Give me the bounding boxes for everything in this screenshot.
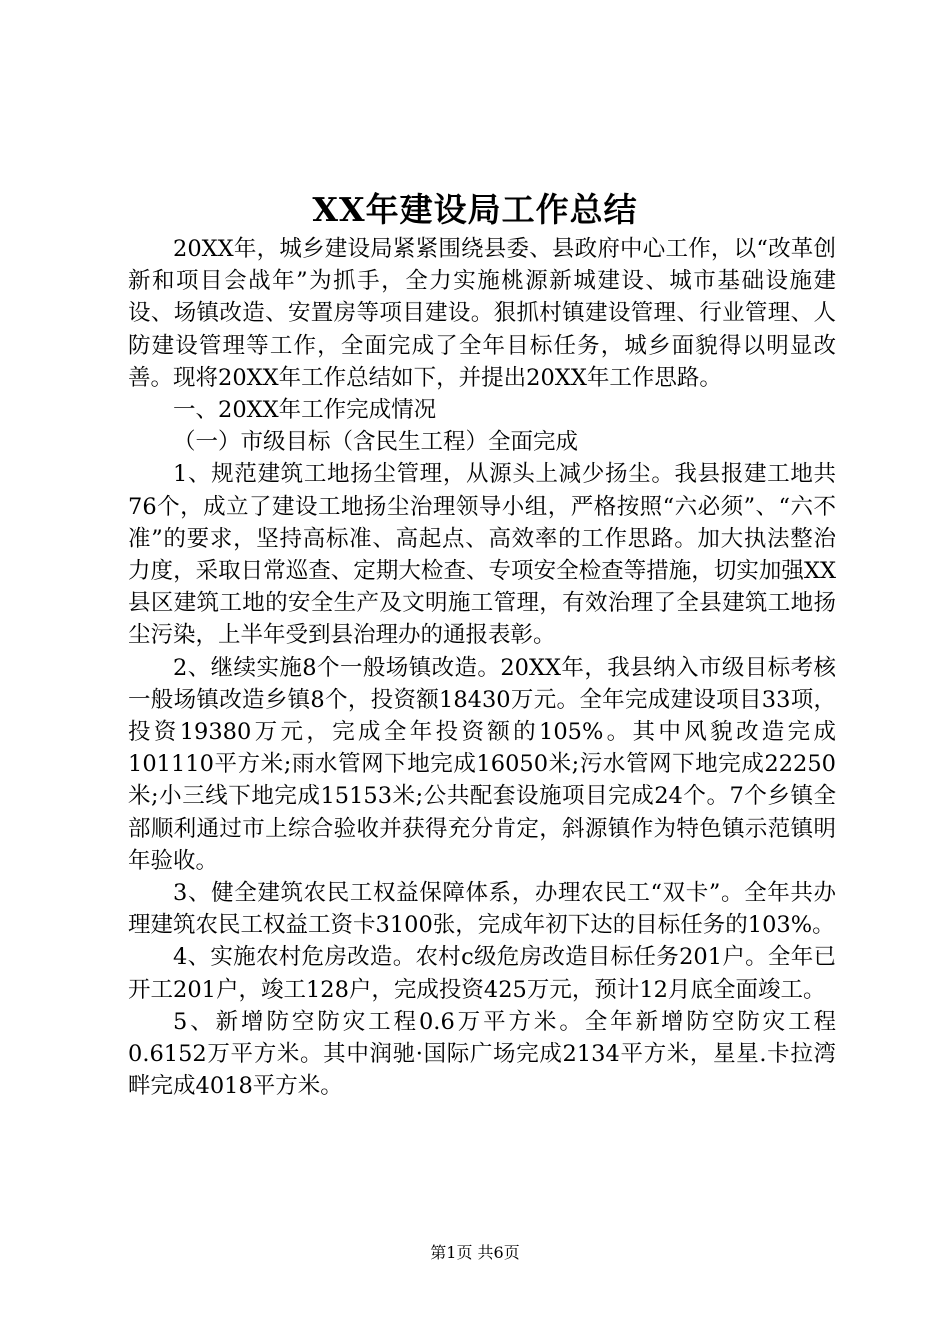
- intro-paragraph: 20XX年，城乡建设局紧紧围绕县委、县政府中心工作，以“改革创新和项目会战年”为抓手，全力实施桃源新城建设、城市基础设施建设、场镇改造、安置房等项目建设。狠抓村镇建设管理、行业管理、人防建设管理等工作，全面完成了全年目标任务，城乡面貌得以明显改善。现将20XX年工作总结如下，并提出20XX年工作思路。: [128, 236, 836, 391]
- page-footer: 第1页 共6页: [430, 1243, 520, 1262]
- item-paragraph-3: 3、健全建筑农民工权益保障体系，办理农民工“双卡”。全年共办理建筑农民工权益工资卡3100张，完成年初下达的目标任务的103%。: [128, 880, 836, 939]
- subsection-heading: （一）市级目标（含民生工程）全面完成: [173, 429, 579, 456]
- document-body: [128, 233, 836, 1102]
- item-paragraph-2: 2、继续实施8个一般场镇改造。20XX年，我县纳入市级目标考核一般场镇改造乡镇8个，投资额18430万元。全年完成建设项目33项，投资19380万元，完成全年投资额的105%。其中风貌改造完成101110平方米;雨水管网下地完成16050米;污水管网下地完成22250米;小三线下地完成15153米;公共配套设施项目完成24个。7个乡镇全部顺利通过市上综合验收并获得充分肯定，斜源镇作为特色镇示范镇明年验收。: [128, 654, 836, 874]
- item-paragraph-1: 1、规范建筑工地扬尘管理，从源头上减少扬尘。我县报建工地共76个，成立了建设工地扬尘治理领导小组，严格按照“六必须”、“六不准”的要求，坚持高标准、高起点、高效率的工作思路。加大执法整治力度，采取日常巡查、定期大检查、专项安全检查等措施，切实加强XX县区建筑工地的安全生产及文明施工管理，有效治理了全县建筑工地扬尘污染，上半年受到县治理办的通报表彰。: [128, 461, 836, 649]
- item-paragraph-5: 5、新增防空防灾工程0.6万平方米。全年新增防空防灾工程0.6152万平方米。其中润驰·国际广场完成2134平方米，星星.卡拉湾畔完成4018平方米。: [128, 1008, 836, 1100]
- section-heading: 一、20XX年工作完成情况: [173, 397, 437, 424]
- item-paragraph-4: 4、实施农村危房改造。农村c级危房改造目标任务201户。全年已开工201户，竣工128户，完成投资425万元，预计12月底全面竣工。: [128, 944, 836, 1003]
- document-title: XX年建设局工作总结: [312, 190, 638, 229]
